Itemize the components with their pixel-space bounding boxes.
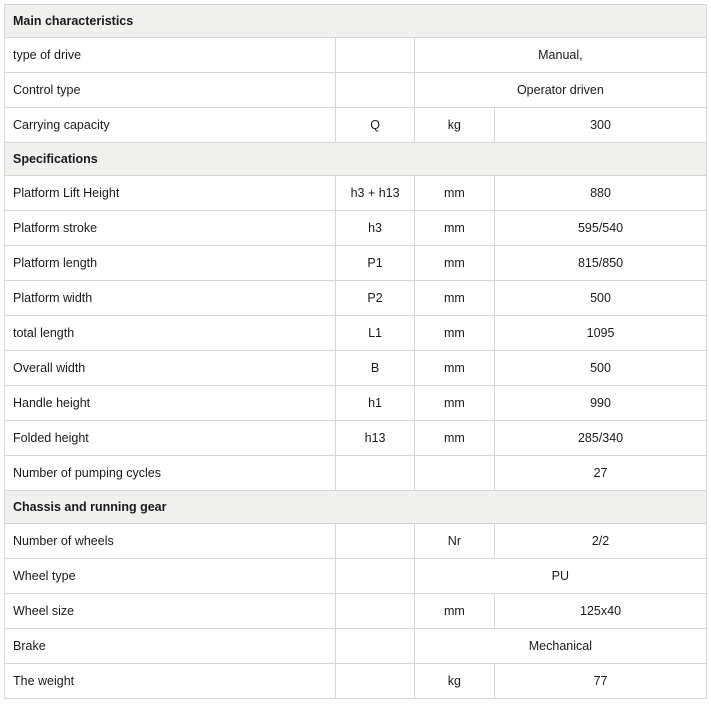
- table-row: [5, 524, 707, 559]
- row-value: 815/850: [495, 246, 707, 281]
- row-symbol: L1: [336, 316, 414, 351]
- row-value: Manual,: [414, 38, 706, 73]
- row-symbol: [336, 594, 414, 629]
- row-symbol: [336, 524, 414, 559]
- row-label: Number of wheels: [5, 524, 336, 559]
- row-label: The weight: [5, 664, 336, 699]
- section-header-label: Main characteristics: [5, 5, 707, 38]
- row-symbol: h3: [336, 211, 414, 246]
- table-row: [5, 176, 707, 211]
- row-value: 285/340: [495, 421, 707, 456]
- row-label: Brake: [5, 629, 336, 664]
- row-unit: kg: [414, 108, 494, 143]
- section-header-label: Specifications: [5, 143, 707, 176]
- row-label: Overall width: [5, 351, 336, 386]
- table-row: [5, 211, 707, 246]
- row-symbol: h1: [336, 386, 414, 421]
- row-symbol: [336, 73, 414, 108]
- row-symbol: [336, 664, 414, 699]
- row-symbol: [336, 629, 414, 664]
- row-label: Handle height: [5, 386, 336, 421]
- row-value: 500: [495, 351, 707, 386]
- row-label: Control type: [5, 73, 336, 108]
- row-value: 77: [495, 664, 707, 699]
- row-label: Platform stroke: [5, 211, 336, 246]
- row-value: 500: [495, 281, 707, 316]
- row-label: Wheel size: [5, 594, 336, 629]
- row-symbol: [336, 559, 414, 594]
- table-row: [5, 629, 707, 664]
- row-unit: mm: [414, 316, 494, 351]
- row-label: Wheel type: [5, 559, 336, 594]
- row-value: 2/2: [495, 524, 707, 559]
- row-unit: kg: [414, 664, 494, 699]
- table-row: [5, 281, 707, 316]
- row-symbol: [336, 38, 414, 73]
- row-label: Number of pumping cycles: [5, 456, 336, 491]
- table-row: [5, 386, 707, 421]
- row-label: Platform Lift Height: [5, 176, 336, 211]
- row-value: 990: [495, 386, 707, 421]
- row-symbol: Q: [336, 108, 414, 143]
- row-unit: mm: [414, 421, 494, 456]
- row-label: Carrying capacity: [5, 108, 336, 143]
- row-value: 1095: [495, 316, 707, 351]
- row-label: type of drive: [5, 38, 336, 73]
- row-value: 125x40: [495, 594, 707, 629]
- table-row: [5, 38, 707, 73]
- specifications-table-body: [5, 5, 707, 699]
- section-header-row: [5, 491, 707, 524]
- row-unit: Nr: [414, 524, 494, 559]
- row-symbol: h13: [336, 421, 414, 456]
- row-value: Mechanical: [414, 629, 706, 664]
- specifications-table: [4, 4, 707, 699]
- table-row: [5, 594, 707, 629]
- section-header-row: [5, 143, 707, 176]
- row-label: Folded height: [5, 421, 336, 456]
- row-unit: mm: [414, 176, 494, 211]
- row-symbol: [336, 456, 414, 491]
- row-symbol: P2: [336, 281, 414, 316]
- table-row: [5, 559, 707, 594]
- row-unit: mm: [414, 281, 494, 316]
- row-symbol: P1: [336, 246, 414, 281]
- row-unit: [414, 456, 494, 491]
- row-value: 595/540: [495, 211, 707, 246]
- row-unit: mm: [414, 594, 494, 629]
- row-value: PU: [414, 559, 706, 594]
- row-symbol: B: [336, 351, 414, 386]
- row-label: Platform width: [5, 281, 336, 316]
- row-value: Operator driven: [414, 73, 706, 108]
- table-row: [5, 246, 707, 281]
- row-unit: mm: [414, 351, 494, 386]
- section-header-label: Chassis and running gear: [5, 491, 707, 524]
- table-row: [5, 108, 707, 143]
- row-unit: mm: [414, 211, 494, 246]
- row-label: total length: [5, 316, 336, 351]
- row-value: 300: [495, 108, 707, 143]
- table-row: [5, 421, 707, 456]
- table-row: [5, 351, 707, 386]
- row-symbol: h3 + h13: [336, 176, 414, 211]
- table-row: [5, 456, 707, 491]
- row-unit: mm: [414, 246, 494, 281]
- row-label: Platform length: [5, 246, 336, 281]
- section-header-row: [5, 5, 707, 38]
- table-row: [5, 73, 707, 108]
- table-row: [5, 664, 707, 699]
- row-unit: mm: [414, 386, 494, 421]
- table-row: [5, 316, 707, 351]
- row-value: 880: [495, 176, 707, 211]
- row-value: 27: [495, 456, 707, 491]
